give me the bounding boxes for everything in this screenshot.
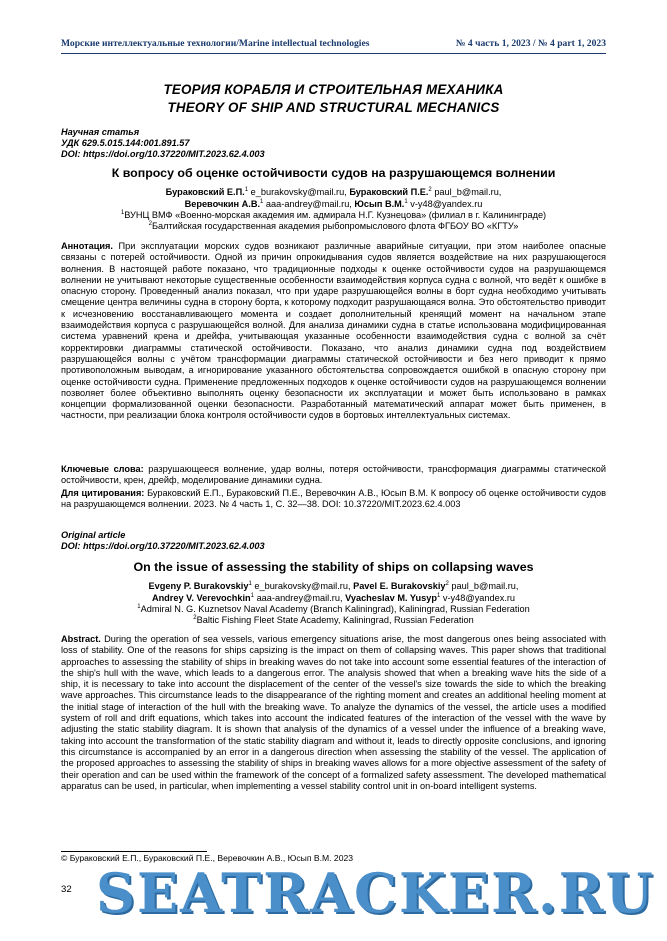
page-number: 32 (61, 884, 72, 895)
affiliation-text: ВУНЦ ВМФ «Военно-морская академия им. адмирала Н.Г. Кузнецова» (филиал в г. Калининграде) (124, 210, 547, 220)
affiliation-ru-2 (0, 221, 667, 231)
journal-name: Морские интеллектуальные технологии/Marine intellectual technologies (61, 38, 370, 49)
article-type-ru: Научная статья (61, 127, 140, 137)
author-name: Юсып В.М. (354, 199, 405, 209)
author-email: aaa-andrey@mail.ru, (254, 593, 346, 603)
affil-mark: 2 (148, 221, 152, 227)
citation-label: Для цитирования: (61, 488, 145, 498)
doi-en: DOI: https://doi.org/10.37220/MIT.2023.62.4.003 (61, 541, 265, 551)
affiliation-text: Балтийская государственная академия рыбопромыслового флота ФГБОУ ВО «КГТУ» (151, 221, 519, 231)
title-en: On the issue of assessing the stability of ships on collapsing waves (133, 560, 534, 574)
affil-mark: 1 (260, 199, 264, 205)
affiliation-en-1 (0, 604, 667, 614)
author-email: paul_b@mail.ru, (431, 187, 502, 197)
abstract-en (61, 634, 606, 792)
author-name: Бураковский Е.П. (165, 187, 245, 197)
author-email: v-y48@yandex.ru (440, 593, 516, 603)
affil-mark: 1 (250, 593, 255, 599)
affil-mark: 2 (428, 187, 432, 193)
affil-mark: 1 (137, 604, 141, 610)
affiliation-ru-1 (0, 210, 667, 220)
keywords-ru (61, 464, 606, 487)
affil-mark: 1 (120, 210, 125, 216)
watermark-logo: SEATRACKER.RU (96, 861, 655, 925)
affiliation-text: Admiral N. G. Kuznetsov Naval Academy (Branch Kaliningrad), Kaliningrad, Russian Federation (140, 604, 530, 614)
author-name: Pavel E. Burakovskiy (353, 581, 446, 591)
citation-ru (61, 488, 606, 511)
author-name: Evgeny P. Burakovskiy (148, 581, 249, 591)
citation-text: Бураковский Е.П., Бураковский П.Е., Веревочкин А.В., Юсып В.М. К вопросу об оценке остойчивости судов на разрушающемся волнении. 2023. № 4 часть 1, С. 32—38. DOI: 10.37220/MIT.2023.62.4.003 (61, 488, 606, 510)
keywords-label: Ключевые слова: (61, 464, 144, 474)
affil-mark: 1 (404, 199, 408, 205)
keywords-text: разрушающееся волнение, удар волны, потеря остойчивости, трансформация диаграммы статической остойчивости, крен, дрейф, моделирование динамики судна. (61, 464, 606, 486)
title-ru: К вопросу об оценке остойчивости судов на разрушающемся волнении (111, 166, 556, 180)
author-name: Бураковский П.Е. (349, 187, 429, 197)
author-name: Веревочкин А.В. (184, 199, 261, 209)
author-email: v-y48@yandex.ru (407, 199, 483, 209)
author-email: e_burakovsky@mail.ru, (251, 581, 354, 591)
doi-ru: DOI: https://doi.org/10.37220/MIT.2023.62.4.003 (61, 149, 265, 159)
authors-ru-line1 (0, 187, 667, 197)
authors-ru-line2 (0, 199, 667, 209)
abstract-label: Аннотация. (61, 241, 113, 251)
abstract-text: При эксплуатации морских судов возникают различные аварийные ситуации, при этом наиболее опасные связаны с потерей остойчивости. Одной из причин опрокидывания судов является воздействие на них разрушающегося волнения. В настоящей работе показано, что традиционные подходы к оценке остойчивости судов на разрушающемся волнении не учитывают некоторые существенные особенности взаимодействия корпуса судна с волной, что ведёт к ошибке в опасную сторону. Проведенный анализ показал, что при ударе разрушающейся волны в борт судна необходимо учитывать смещение центра величины судна в сторону борта, к которому подходит разрушающаяся волна. Это обстоятельство приводит к исчезновению восстанавливающего момента и создает дополнительный кренящий момент на начальном этапе взаимодействия корпуса с разрушающейся волной. Для анализа динамики судна в статье использована модифицированная система уравнений крена и дрейфа, учитывающая указанные особенности взаимодействия судна с волной за счёт корректировки диаграммы статической остойчивости. Показано, что анализ динамики судна под воздействием разрушающейся волны с учётом трансформации диаграммы статической остойчивости и без него приводит к прямо противоположным выводам, а игнорирование указанного обстоятельства сопровождается ошибкой в опасную сторону при оценке остойчивости судна. Применение предложенных подходов к оценке остойчивости судов на разрушающемся волнении позволяет более объективно выполнять оценку безопасности их эксплуатации и может быть использовано в рамках концепции формализованной оценки безопасности. Разработанный математический аппарат может быть применен, в частности, при реализации блока контроля остойчивости судов в бортовых интеллектуальных системах. (61, 241, 606, 421)
author-email: paul_b@mail.ru, (448, 581, 519, 591)
header-rule (61, 53, 606, 54)
abstract-label: Abstract. (61, 634, 101, 644)
affil-mark: 1 (248, 581, 252, 587)
authors-en-line1 (0, 581, 667, 591)
abstract-text: During the operation of sea vessels, various emergency situations arise, the most dangerous ones being associated with loss of stability. One of the reasons for ships capsizing is the impact on them of collapsing waves. This paper shows that traditional approaches to assessing the stability of ships in breaking waves do not take into account some essential features of the interaction of the ship's hull with the wave, which leads to a dangerous error. The analysis showed that when a breaking wave hits the side of a ship, it is necessary to take into account the displacement of the center of the vessel's size towards the side to which the breaking wave approaches. This circumstance leads to the disappearance of the righting moment and creates an additional heeling moment at the initial stage of interaction of the hull with the breaking wave. To analyze the dynamics of the vessel, the article uses a modified system of roll and drift equations, which takes into account the indicated features of the interaction of the vessel with the wave by adjusting the static stability diagram. It is shown that analysis of the dynamics of a vessel under the influence of a breaking wave, taking into account the transformation of the static stability diagram and without it, leads to directly opposite conclusions, and ignoring this circumstance is accompanied by an error in a dangerous direction when assessing the stability of the vessel. The application of the proposed approaches to assessing the stability of ships in breaking waves allows for a more objective assessment of the safety of their operation and can be used within the framework of the concept of a formalized safety assessment. The developed mathematical apparatus can be used, in particular, when implementing a vessel stability control unit in on-board intelligent systems. (61, 634, 606, 791)
affiliation-text: Baltic Fishing Fleet State Academy, Kaliningrad, Russian Federation (196, 615, 474, 625)
abstract-ru (61, 241, 606, 422)
section-title-en: THEORY OF SHIP AND STRUCTURAL MECHANICS (167, 100, 500, 115)
issue-number: № 4 часть 1, 2023 / № 4 part 1, 2023 (455, 38, 606, 49)
author-email: e_burakovsky@mail.ru, (248, 187, 350, 197)
copyright-footnote: © Бураковский Е.П., Бураковский П.Е., Веревочкин А.В., Юсып В.М. 2023 (61, 853, 354, 863)
affil-mark: 1 (437, 593, 441, 599)
section-title-ru: ТЕОРИЯ КОРАБЛЯ И СТРОИТЕЛЬНАЯ МЕХАНИКА (163, 82, 504, 97)
author-name: Andrey V. Verevochkin (151, 593, 251, 603)
author-name: Vyacheslav M. Yusyp (345, 593, 437, 603)
running-header (61, 38, 606, 49)
author-email: aaa-andrey@mail.ru, (263, 199, 355, 209)
article-type-en: Original article (61, 530, 126, 540)
affiliation-en-2 (0, 615, 667, 625)
affil-mark: 2 (445, 581, 449, 587)
affil-mark: 2 (193, 615, 197, 621)
affil-mark: 1 (244, 187, 249, 193)
authors-en-line2 (0, 593, 667, 603)
udk: УДК 629.5.015.144:001.891.57 (61, 138, 190, 148)
